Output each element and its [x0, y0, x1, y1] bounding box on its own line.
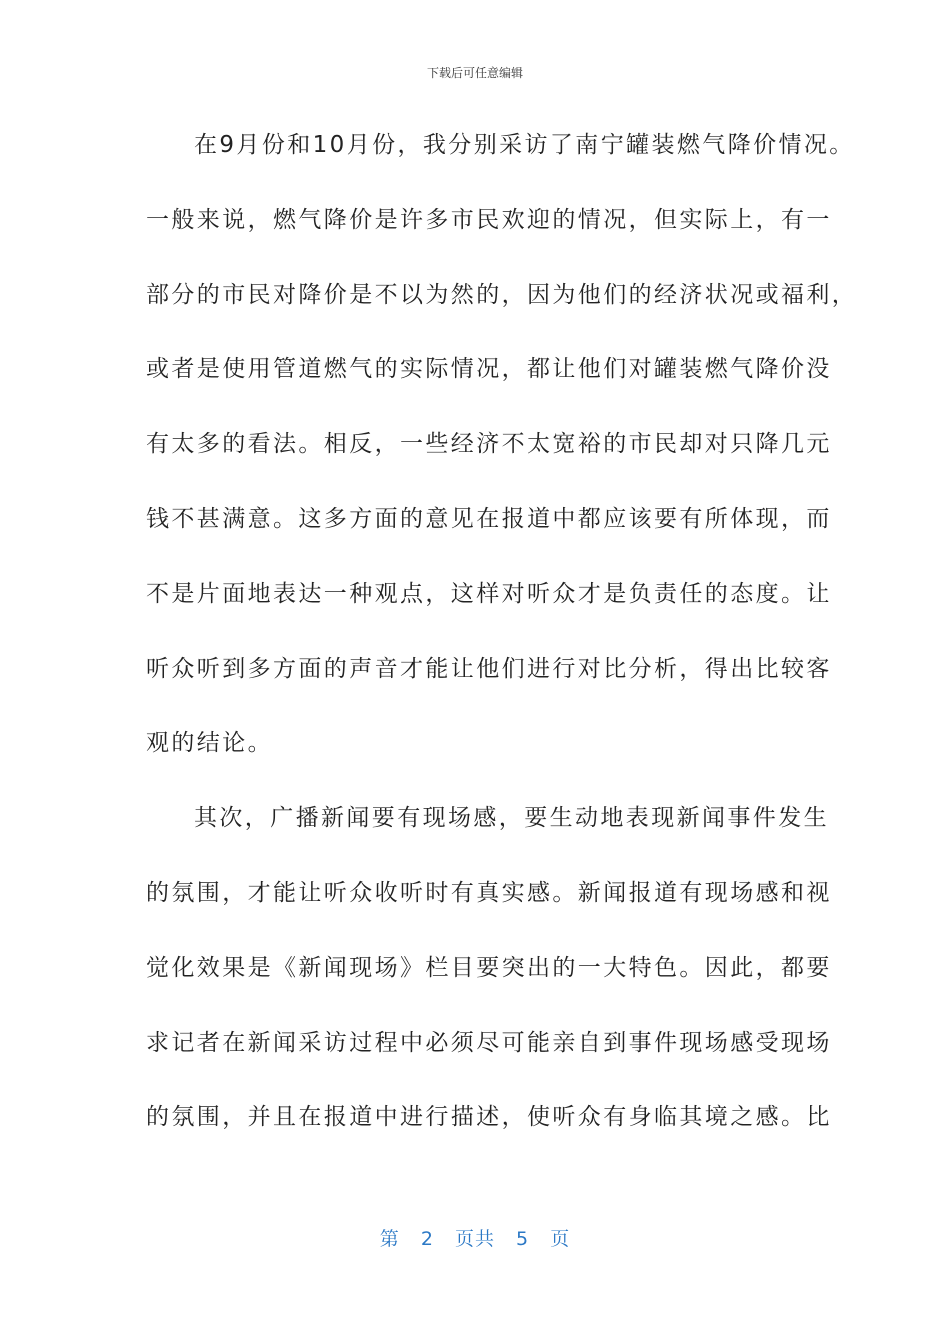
paragraph-line: 的氛围，才能让听众收听时有真实感。新闻报道有现场感和视: [146, 879, 832, 906]
footer-middle: 页共: [454, 1228, 495, 1250]
current-page-number: 2: [420, 1228, 434, 1250]
paragraph-line: 部分的市民对降价是不以为然的，因为他们的经济状况或福利，: [146, 281, 858, 308]
page-header: 下载后可任意编辑: [426, 66, 523, 80]
footer-suffix: 页: [550, 1228, 571, 1250]
paragraph-line: 钱不甚满意。这多方面的意见在报道中都应该要有所体现，而: [146, 505, 832, 532]
paragraph-line: 有太多的看法。相反，一些经济不太宽裕的市民却对只降几元: [146, 431, 832, 458]
paragraph-line: 一般来说，燃气降价是许多市民欢迎的情况，但实际上，有一: [146, 206, 832, 233]
paragraph-line: 求记者在新闻采访过程中必须尽可能亲自到事件现场感受现场: [146, 1029, 832, 1056]
paragraph-line: 听众听到多方面的声音才能让他们进行对比分析，得出比较客: [146, 655, 832, 682]
paragraph-line: 的氛围，并且在报道中进行描述，使听众有身临其境之感。比: [146, 1104, 832, 1131]
total-page-number: 5: [516, 1228, 530, 1250]
paragraph-line: 不是片面地表达一种观点，这样对听众才是负责任的态度。让: [146, 580, 832, 607]
footer-prefix: 第: [379, 1228, 400, 1250]
paragraph-line: 或者是使用管道燃气的实际情况，都让他们对罐装燃气降价没: [146, 356, 832, 383]
paragraph-line: 觉化效果是《新闻现场》栏目要突出的一大特色。因此，都要: [146, 954, 832, 981]
paragraph-line: 观的结论。: [146, 730, 273, 757]
document-body: [146, 120, 858, 1167]
paragraph-line: 其次，广播新闻要有现场感，要生动地表现新闻事件发生: [194, 805, 829, 832]
page-footer: [0, 1224, 950, 1251]
paragraph-line: 在9月份和10月份，我分别采访了南宁罐装燃气降价情况。: [194, 132, 855, 158]
